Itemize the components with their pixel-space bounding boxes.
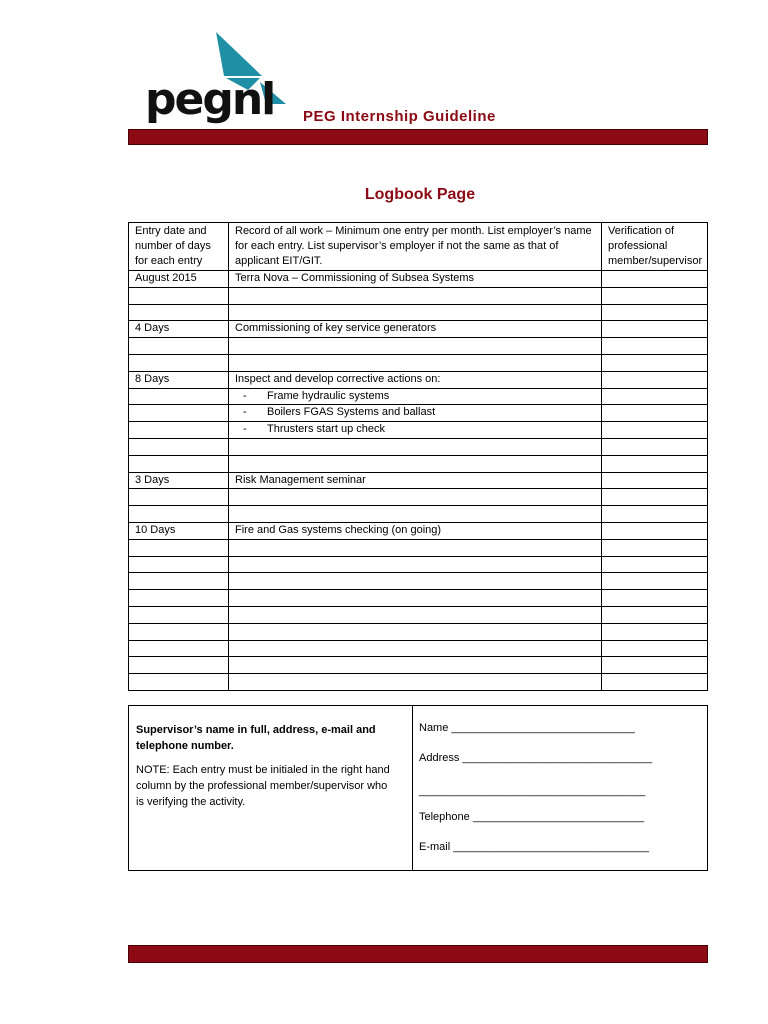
table-row — [129, 506, 708, 523]
table-row — [129, 657, 708, 674]
entry-date-cell — [129, 489, 229, 506]
table-row — [129, 522, 708, 539]
table-row — [129, 640, 708, 657]
table-row — [129, 405, 708, 422]
supervisor-note: NOTE: Each entry must be initialed in the right hand column by the professional member/supervisor who is verifying the activity. — [136, 764, 390, 808]
entry-date-cell — [129, 455, 229, 472]
bullet-text: Thrusters start up check — [267, 423, 385, 436]
entry-date-cell — [129, 422, 229, 439]
verification-cell — [602, 455, 708, 472]
entry-date-cell: 10 Days — [129, 522, 229, 539]
table-row — [129, 455, 708, 472]
table-row — [129, 489, 708, 506]
table-row — [129, 304, 708, 321]
entry-date-cell — [129, 539, 229, 556]
verification-cell — [602, 489, 708, 506]
verification-cell — [602, 338, 708, 355]
table-row — [129, 573, 708, 590]
verification-cell — [602, 640, 708, 657]
verification-cell — [602, 354, 708, 371]
table-row — [129, 674, 708, 691]
verification-cell — [602, 590, 708, 607]
entry-date-cell — [129, 556, 229, 573]
bullet-dash: - — [243, 406, 247, 419]
email-field[interactable]: E-mail ________________________________ — [419, 841, 649, 853]
table-row — [129, 472, 708, 489]
table-row — [129, 556, 708, 573]
header-entry-date: Entry date and number of days for each entry — [129, 223, 229, 271]
work-record-cell: Terra Nova – Commissioning of Subsea Systems — [229, 271, 602, 288]
entry-date-cell — [129, 657, 229, 674]
work-record-cell: Risk Management seminar — [229, 472, 602, 489]
header-divider-bar — [128, 129, 708, 145]
entry-date-cell: 4 Days — [129, 321, 229, 338]
work-record-cell — [229, 640, 602, 657]
work-record-cell — [229, 573, 602, 590]
entry-date-cell — [129, 304, 229, 321]
supervisor-info-box — [128, 705, 708, 871]
work-record-cell: Fire and Gas systems checking (on going) — [229, 522, 602, 539]
entry-date-cell — [129, 674, 229, 691]
entry-date-cell: August 2015 — [129, 271, 229, 288]
work-record-cell — [229, 606, 602, 623]
work-record-cell — [229, 657, 602, 674]
verification-cell — [602, 606, 708, 623]
entry-date-cell — [129, 623, 229, 640]
verification-cell — [602, 321, 708, 338]
address-line-2-field[interactable]: _____________________________________ — [419, 785, 646, 797]
table-row — [129, 539, 708, 556]
table-row — [129, 623, 708, 640]
work-record-cell — [229, 338, 602, 355]
bullet-dash: - — [243, 423, 247, 436]
entry-date-cell — [129, 438, 229, 455]
address-field[interactable]: Address _______________________________ — [419, 752, 653, 764]
work-record-cell — [229, 590, 602, 607]
name-field[interactable]: Name ______________________________ — [419, 722, 635, 734]
verification-cell — [602, 304, 708, 321]
entry-date-cell — [129, 338, 229, 355]
table-row — [129, 590, 708, 607]
entry-date-cell — [129, 640, 229, 657]
verification-cell — [602, 539, 708, 556]
work-record-cell: Inspect and develop corrective actions on: — [229, 371, 602, 388]
work-record-cell — [229, 304, 602, 321]
work-record-cell — [229, 506, 602, 523]
work-record-cell — [229, 422, 602, 439]
table-row — [129, 321, 708, 338]
table-row — [129, 271, 708, 288]
table-header-row — [129, 223, 708, 271]
work-record-cell — [229, 455, 602, 472]
table-row — [129, 422, 708, 439]
verification-cell — [602, 623, 708, 640]
work-record-cell — [229, 556, 602, 573]
verification-cell — [602, 371, 708, 388]
verification-cell — [602, 573, 708, 590]
entry-date-cell: 8 Days — [129, 371, 229, 388]
verification-cell — [602, 388, 708, 405]
bullet-text: Frame hydraulic systems — [267, 389, 390, 402]
entry-date-cell — [129, 573, 229, 590]
work-record-cell — [229, 674, 602, 691]
table-row — [129, 338, 708, 355]
work-record-cell — [229, 438, 602, 455]
supervisor-instructions — [129, 706, 413, 870]
work-record-cell — [229, 489, 602, 506]
work-record-cell — [229, 287, 602, 304]
header-title: PEG Internship Guideline — [303, 108, 496, 125]
entry-date-cell — [129, 506, 229, 523]
work-record-cell — [229, 388, 602, 405]
verification-cell — [602, 438, 708, 455]
table-row — [129, 388, 708, 405]
verification-cell — [602, 287, 708, 304]
work-record-cell: Commissioning of key service generators — [229, 321, 602, 338]
verification-cell — [602, 271, 708, 288]
logbook-table — [128, 222, 708, 691]
work-record-cell — [229, 405, 602, 422]
verification-cell — [602, 405, 708, 422]
entry-date-cell — [129, 287, 229, 304]
entry-date-cell — [129, 388, 229, 405]
table-row — [129, 287, 708, 304]
verification-cell — [602, 556, 708, 573]
page-title: Logbook Page — [364, 186, 476, 203]
entry-date-cell — [129, 405, 229, 422]
verification-cell — [602, 522, 708, 539]
table-row — [129, 438, 708, 455]
table-row — [129, 371, 708, 388]
work-record-cell — [229, 539, 602, 556]
work-record-cell — [229, 623, 602, 640]
verification-cell — [602, 657, 708, 674]
bullet-text: Boilers FGAS Systems and ballast — [267, 406, 436, 419]
verification-cell — [602, 674, 708, 691]
verification-cell — [602, 506, 708, 523]
entry-date-cell — [129, 354, 229, 371]
header-verification: Verification of professional member/supervisor — [602, 223, 708, 271]
supervisor-heading: Supervisor’s name in full, address, e-mail and telephone number. — [136, 724, 376, 752]
work-record-cell — [229, 354, 602, 371]
verification-cell — [602, 472, 708, 489]
table-row — [129, 606, 708, 623]
header-work-record: Record of all work – Minimum one entry per month. List employer’s name for each entry. List supervisor’s employer if not the same as that of applicant EIT/GIT. — [229, 223, 602, 271]
bullet-dash: - — [243, 389, 247, 402]
verification-cell — [602, 422, 708, 439]
entry-date-cell — [129, 606, 229, 623]
entry-date-cell — [129, 590, 229, 607]
table-row — [129, 354, 708, 371]
telephone-field[interactable]: Telephone ____________________________ — [419, 811, 645, 823]
entry-date-cell: 3 Days — [129, 472, 229, 489]
footer-divider-bar — [128, 945, 708, 963]
logo-wordmark: pegnl — [145, 74, 275, 125]
